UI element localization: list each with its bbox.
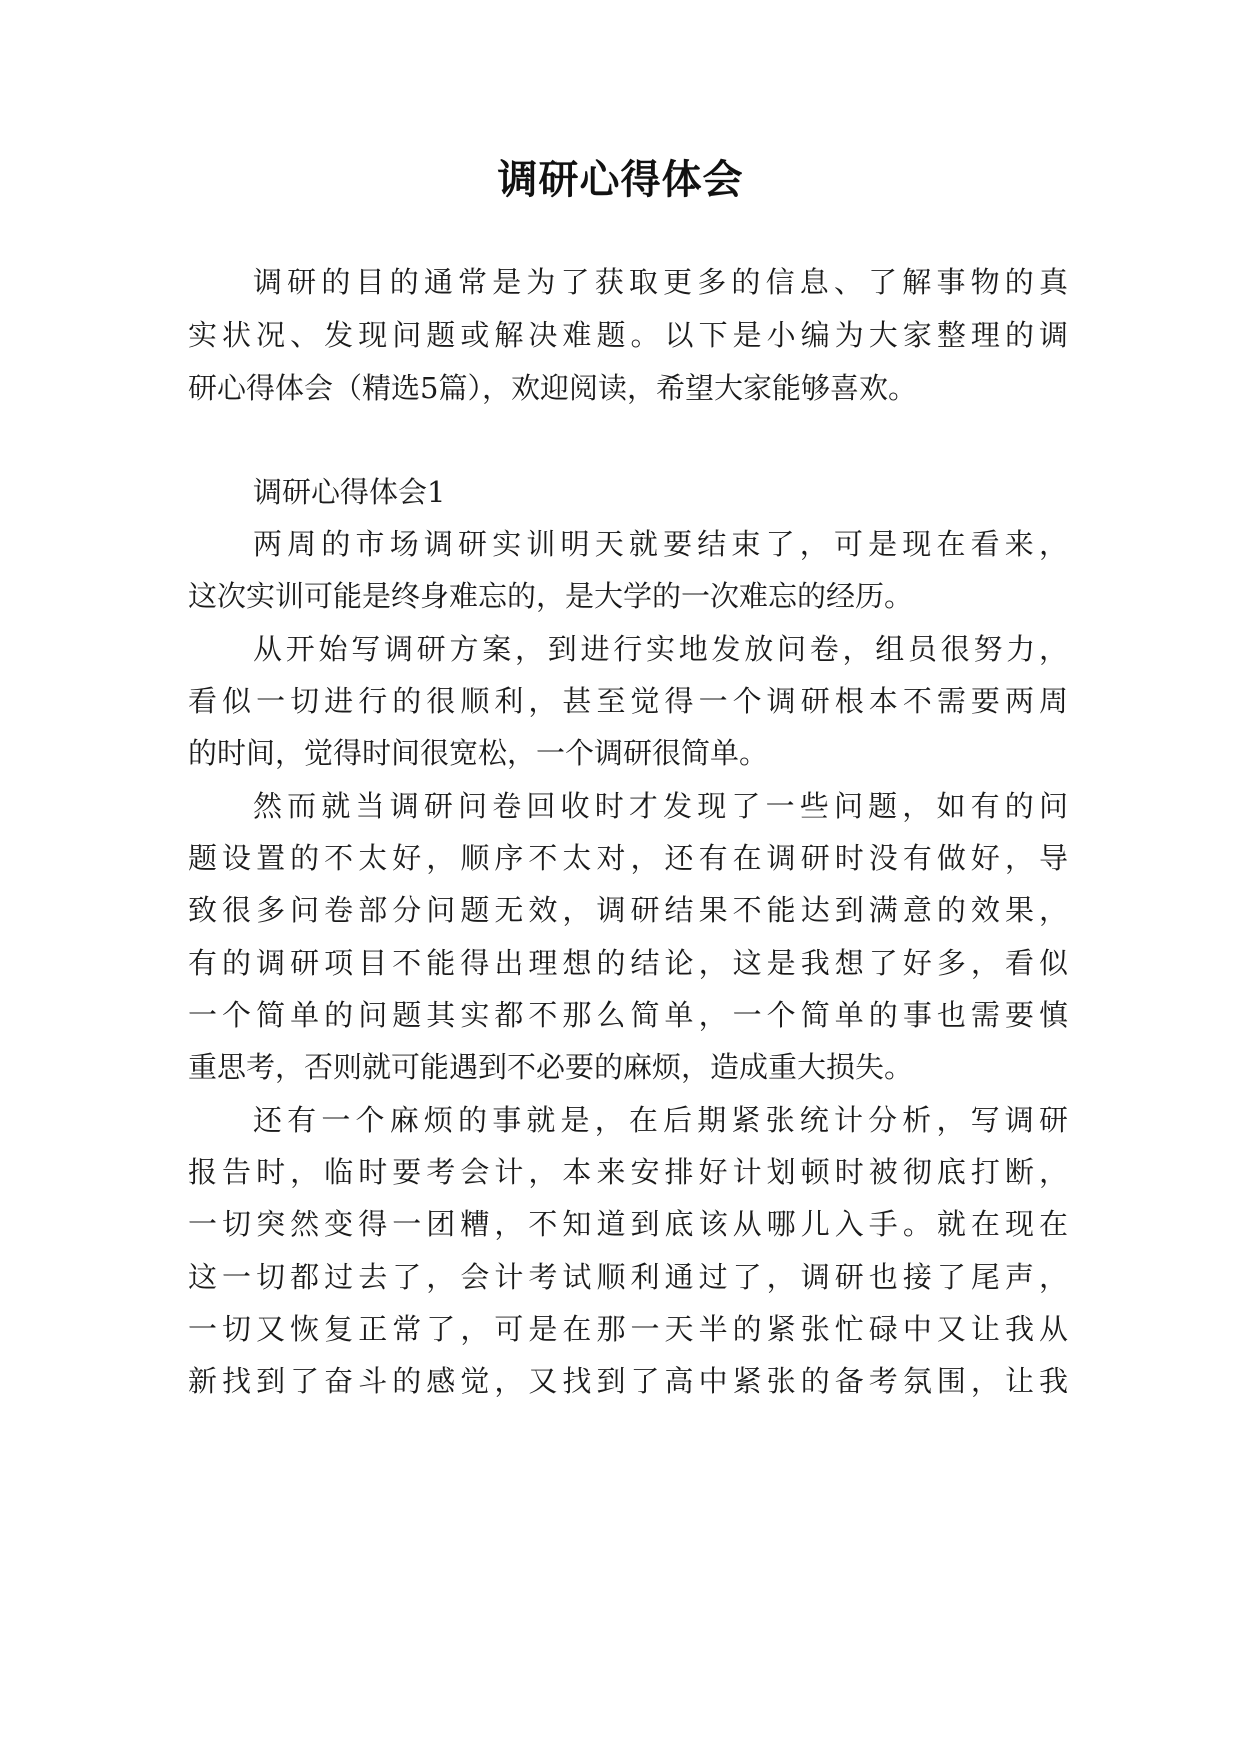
body-line: 题设置的不太好，顺序不太对，还有在调研时没有做好，导 — [188, 841, 1068, 875]
body-line: 从开始写调研方案，到进行实地发放问卷，组员很努力， — [253, 632, 1068, 666]
body-line: 有的调研项目不能得出理想的结论，这是我想了好多，看似 — [188, 946, 1068, 980]
intro-line: 实状况、发现问题或解决难题。以下是小编为大家整理的调 — [188, 318, 1068, 352]
body-line: 两周的市场调研实训明天就要结束了，可是现在看来， — [253, 527, 1068, 561]
body-line: 致很多问卷部分问题无效，调研结果不能达到满意的效果， — [188, 893, 1068, 927]
intro-line: 研心得体会（精选5篇），欢迎阅读，希望大家能够喜欢。 — [188, 371, 917, 405]
body-line: 还有一个麻烦的事就是，在后期紧张统计分析，写调研 — [253, 1103, 1068, 1137]
body-line: 重思考，否则就可能遇到不必要的麻烦，造成重大损失。 — [188, 1050, 914, 1084]
body-line: 这次实训可能是终身难忘的，是大学的一次难忘的经历。 — [188, 579, 914, 613]
body-line: 一切又恢复正常了，可是在那一天半的紧张忙碌中又让我从 — [188, 1312, 1068, 1346]
body-line: 一个简单的问题其实都不那么简单，一个简单的事也需要慎 — [188, 998, 1068, 1032]
body-line: 然而就当调研问卷回收时才发现了一些问题，如有的问 — [253, 789, 1068, 823]
body-line: 新找到了奋斗的感觉，又找到了高中紧张的备考氛围，让我 — [188, 1364, 1068, 1398]
document-title: 调研心得体会 — [497, 157, 744, 203]
body-line: 这一切都过去了，会计考试顺利通过了，调研也接了尾声， — [188, 1260, 1068, 1294]
body-line: 一切突然变得一团糟，不知道到底该从哪儿入手。就在现在 — [188, 1207, 1068, 1241]
body-line: 报告时，临时要考会计，本来安排好计划顿时被彻底打断， — [188, 1155, 1068, 1189]
body-line: 的时间，觉得时间很宽松，一个调研很简单。 — [188, 736, 769, 770]
section-heading: 调研心得体会1 — [253, 475, 446, 509]
body-line: 看似一切进行的很顺利，甚至觉得一个调研根本不需要两周 — [188, 684, 1068, 718]
intro-line: 调研的目的通常是为了获取更多的信息、了解事物的真 — [253, 265, 1068, 299]
